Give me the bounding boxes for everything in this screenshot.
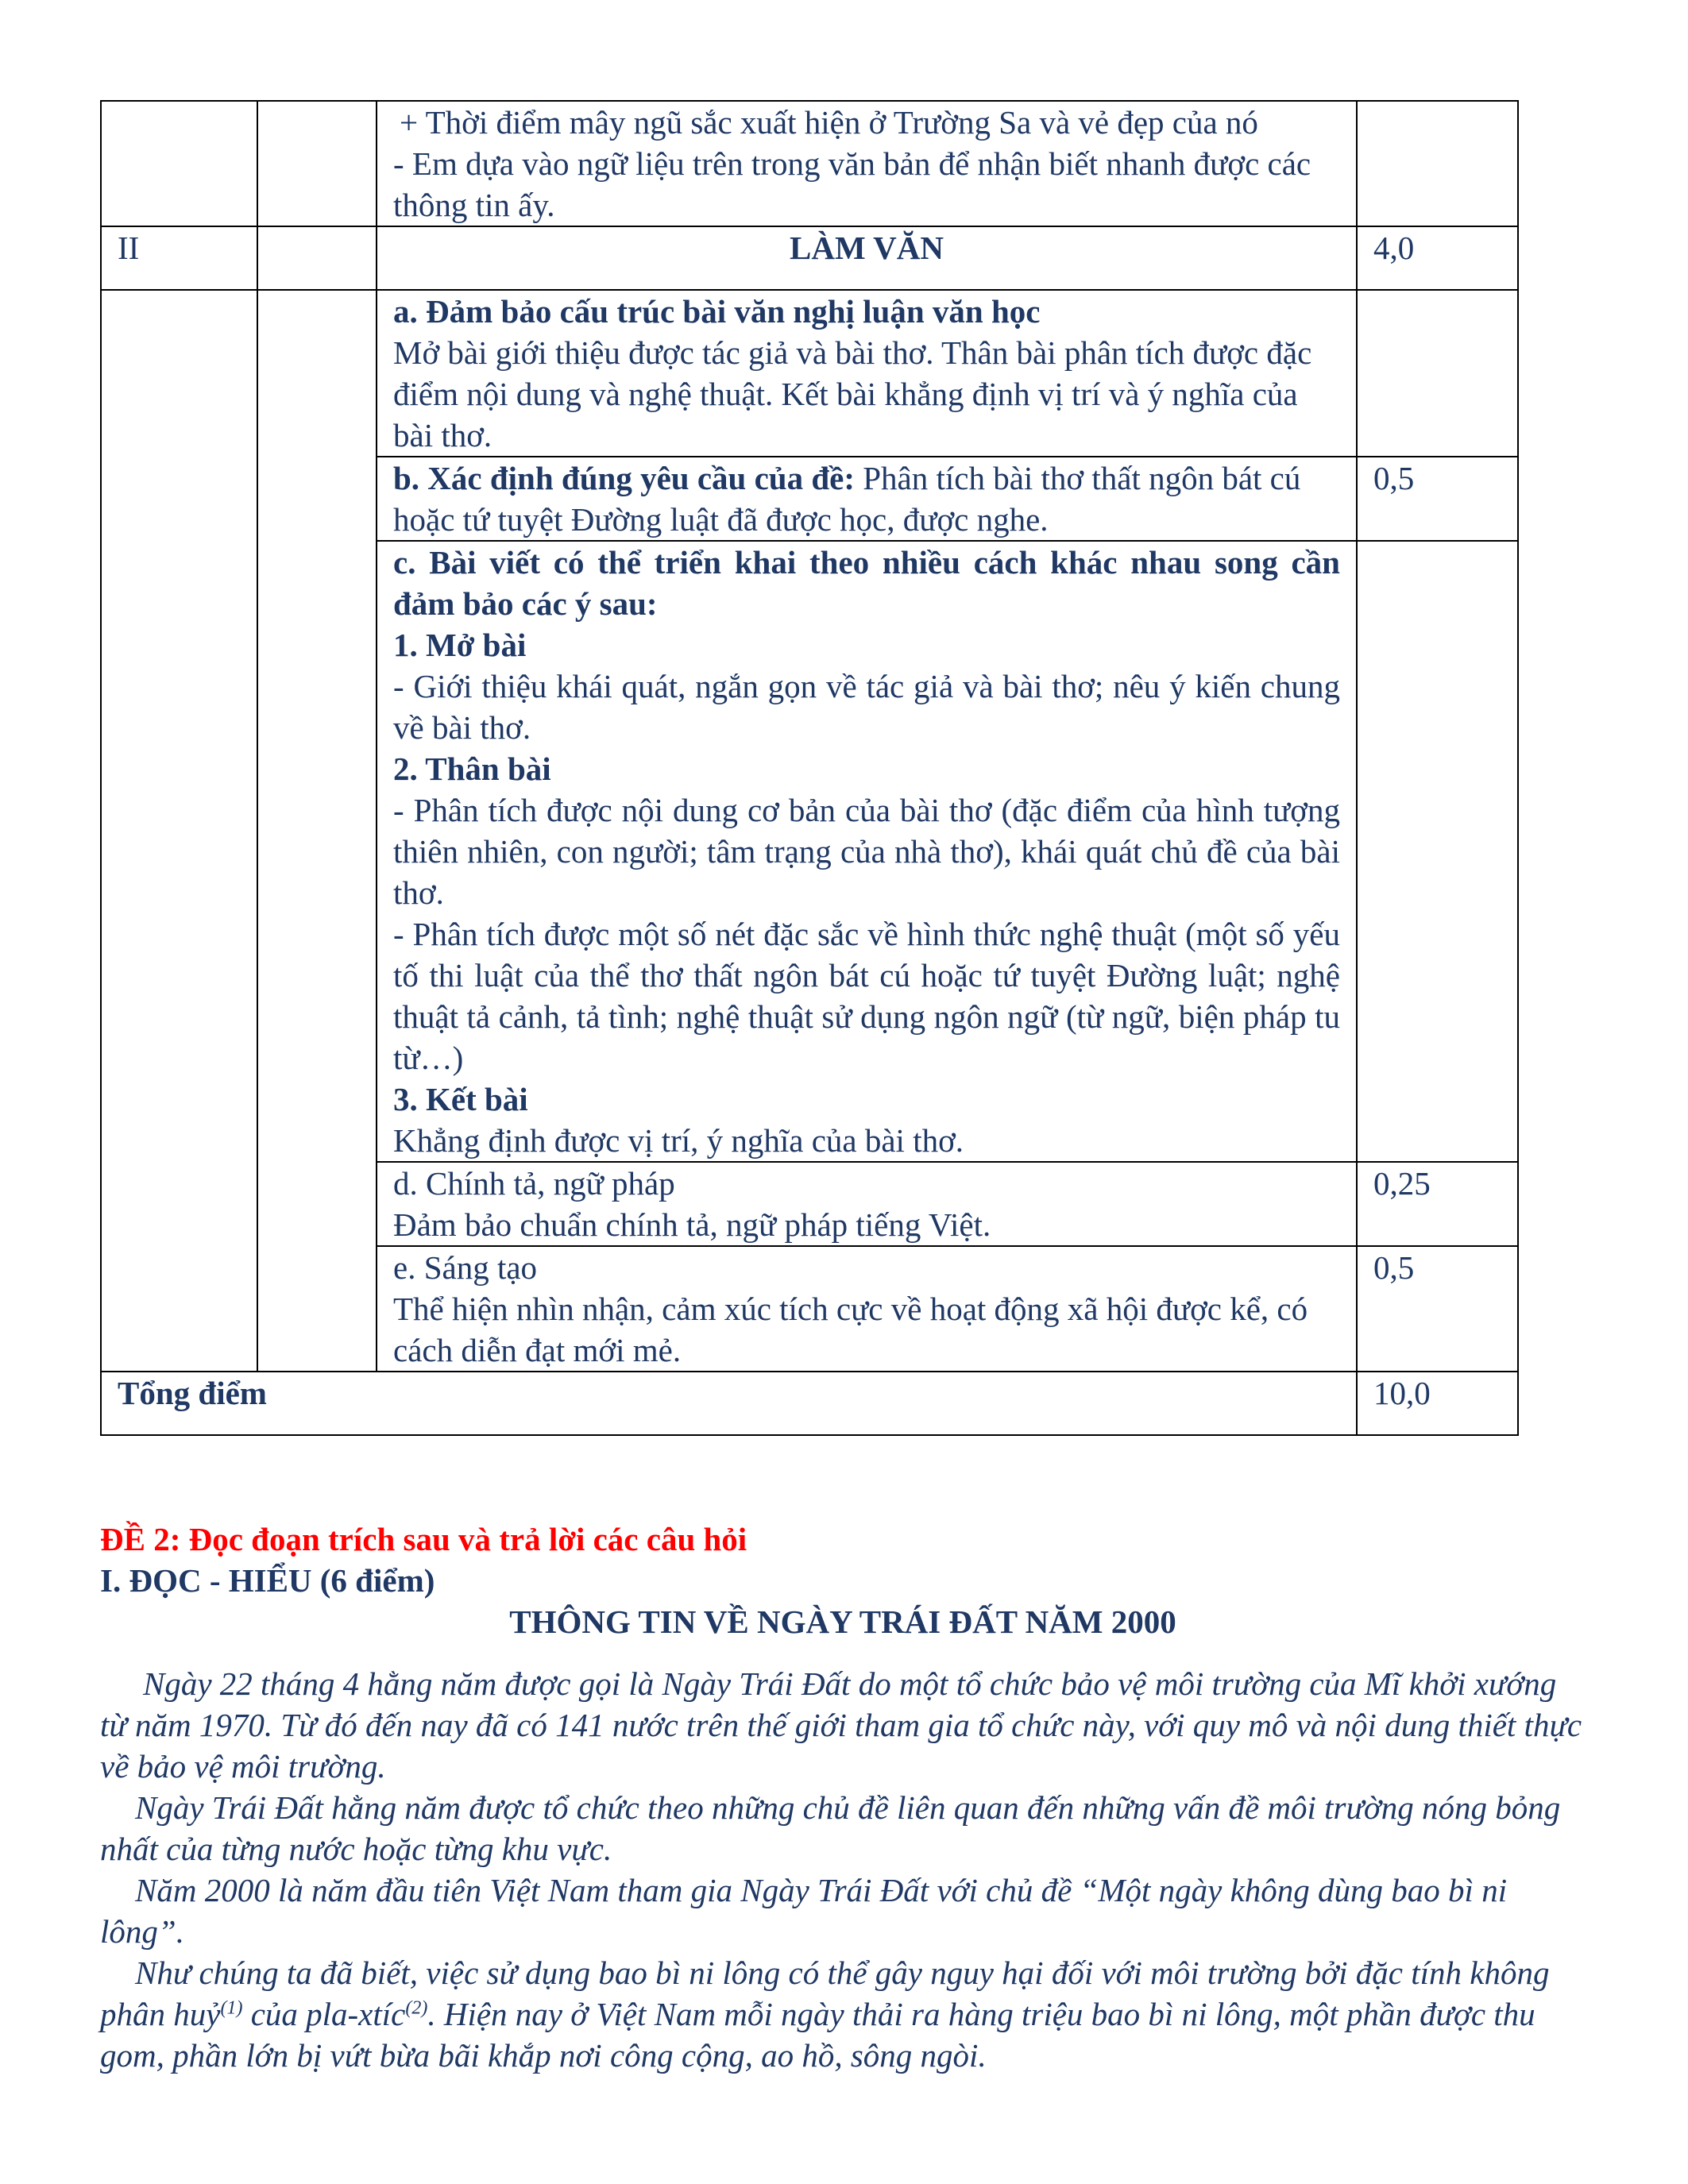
passage-title: THÔNG TIN VỀ NGÀY TRÁI ĐẤT NĂM 2000 <box>509 1603 1176 1640</box>
table-cell <box>257 226 377 290</box>
table-row <box>101 1372 1518 1435</box>
passage-paragraph: Ngày Trái Đất hằng năm được tổ chức theo những chủ đề liên quan đến những vấn đề môi trường nóng bỏng nhất của từng nước hoặc từng khu vực. <box>100 1789 1561 1867</box>
item-body: Phân tích bài thơ thất ngôn bát cú hoặc tứ tuyệt Đường luật đã được học, được nghe. <box>393 460 1301 538</box>
rubric-item-c <box>377 541 1357 1162</box>
item-heading: b. Xác định đúng yêu cầu của đề: <box>393 460 855 496</box>
item-body: Đảm bảo chuẩn chính tả, ngữ pháp tiếng Việt. <box>393 1206 991 1243</box>
than-bai-heading: 2. Thân bài <box>393 751 551 787</box>
mo-bai-heading: 1. Mở bài <box>393 627 527 663</box>
passage-text: Như chúng ta đã biết, việc sử dụng bao bì ni lông có thể gây nguy hại đối với môi trường bởi đặc tính không phân huỷ <box>100 1954 1550 2032</box>
item-heading: d. Chính tả, ngữ pháp <box>393 1165 675 1202</box>
total-label: Tổng điểm <box>101 1372 1357 1435</box>
rubric-line: - Em dựa vào ngữ liệu trên trong văn bản để nhận biết nhanh được các thông tin ấy. <box>393 145 1311 223</box>
item-body: Mở bài giới thiệu được tác giả và bài thơ. Thân bài phân tích được đặc điểm nội dung và nghệ thuật. Kết bài khẳng định vị trí và ý nghĩa của bài thơ. <box>393 334 1312 453</box>
de2-section <box>100 1518 1586 2076</box>
passage-paragraph <box>100 1952 1586 2076</box>
than-bai-text: - Phân tích được nội dung cơ bản của bài thơ (đặc điểm của hình tượng thiên nhiên, con người; tâm trạng của nhà thơ), khái quát chủ đề của bài thơ. <box>393 792 1340 911</box>
item-heading: c. Bài viết có thể triển khai theo nhiều cách khác nhau song cần đảm bảo các ý sau: <box>393 544 1340 622</box>
table-row <box>101 290 1518 457</box>
footnote-marker: (2) <box>405 1997 428 2019</box>
section-title: LÀM VĂN <box>377 226 1357 290</box>
table-cell <box>101 290 257 1372</box>
passage-paragraph: Năm 2000 là năm đầu tiên Việt Nam tham gia Ngày Trái Đất với chủ đề “Một ngày không dùng bao bì ni lông”. <box>100 1872 1508 1950</box>
item-heading: e. Sáng tạo <box>393 1249 538 1286</box>
table-row <box>101 101 1518 226</box>
table-cell <box>257 101 377 226</box>
grading-rubric-table <box>100 100 1519 1436</box>
section-roman: II <box>101 226 257 290</box>
table-cell <box>101 101 257 226</box>
section-score: 4,0 <box>1357 226 1518 290</box>
item-score: 0,5 <box>1357 457 1518 541</box>
de2-heading: ĐỀ 2: Đọc đoạn trích sau và trả lời các câu hỏi <box>100 1521 747 1557</box>
rubric-item-a <box>377 290 1357 457</box>
table-cell <box>1357 101 1518 226</box>
item-score <box>1357 290 1518 457</box>
rubric-item-b <box>377 457 1357 541</box>
table-row <box>101 226 1518 290</box>
ket-bai-text: Khẳng định được vị trí, ý nghĩa của bài thơ. <box>393 1122 964 1159</box>
item-score: 0,5 <box>1357 1246 1518 1372</box>
passage-text: . Hiện nay ở Việt Nam mỗi ngày thải ra hàng triệu bao bì ni lông, một phần được thu gom, phần lớn bị vứt bừa bãi khắp nơi công cộng, ao hồ, sông ngòi. <box>100 1996 1535 2074</box>
table-cell <box>257 290 377 1372</box>
rubric-item-d <box>377 1162 1357 1246</box>
reading-section-heading: I. ĐỌC - HIỂU (6 điểm) <box>100 1562 435 1599</box>
item-heading: a. Đảm bảo cấu trúc bài văn nghị luận văn học <box>393 293 1041 330</box>
rubric-line: + Thời điểm mây ngũ sắc xuất hiện ở Trường Sa và vẻ đẹp của nó <box>400 104 1258 141</box>
item-score: 0,25 <box>1357 1162 1518 1246</box>
total-score: 10,0 <box>1357 1372 1518 1435</box>
item-body: Thể hiện nhìn nhận, cảm xúc tích cực về hoạt động xã hội được kể, có cách diễn đạt mới mẻ. <box>393 1291 1308 1368</box>
table-cell <box>377 101 1357 226</box>
table-cell <box>1357 541 1518 1162</box>
footnote-marker: (1) <box>220 1997 243 2019</box>
passage-paragraph: Ngày 22 tháng 4 hằng năm được gọi là Ngày Trái Đất do một tổ chức bảo vệ môi trường của Mĩ khởi xướng từ năm 1970. Từ đó đến nay đã có 141 nước trên thế giới tham gia tổ chức này, với quy mô và nội dung thiết thực về bảo vệ môi trường. <box>100 1665 1582 1785</box>
mo-bai-text: - Giới thiệu khái quát, ngắn gọn về tác giả và bài thơ; nêu ý kiến chung về bài thơ. <box>393 668 1340 746</box>
passage-text: của pla-xtíc <box>242 1996 406 2032</box>
than-bai-text: - Phân tích được một số nét đặc sắc về hình thức nghệ thuật (một số yếu tố thi luật của thể thơ thất ngôn bát cú hoặc tứ tuyệt Đường luật; nghệ thuật tả cảnh, tả tình; nghệ thuật sử dụng ngôn ngữ (từ ngữ, biện pháp tu từ…) <box>393 916 1340 1076</box>
ket-bai-heading: 3. Kết bài <box>393 1081 528 1117</box>
rubric-item-e <box>377 1246 1357 1372</box>
